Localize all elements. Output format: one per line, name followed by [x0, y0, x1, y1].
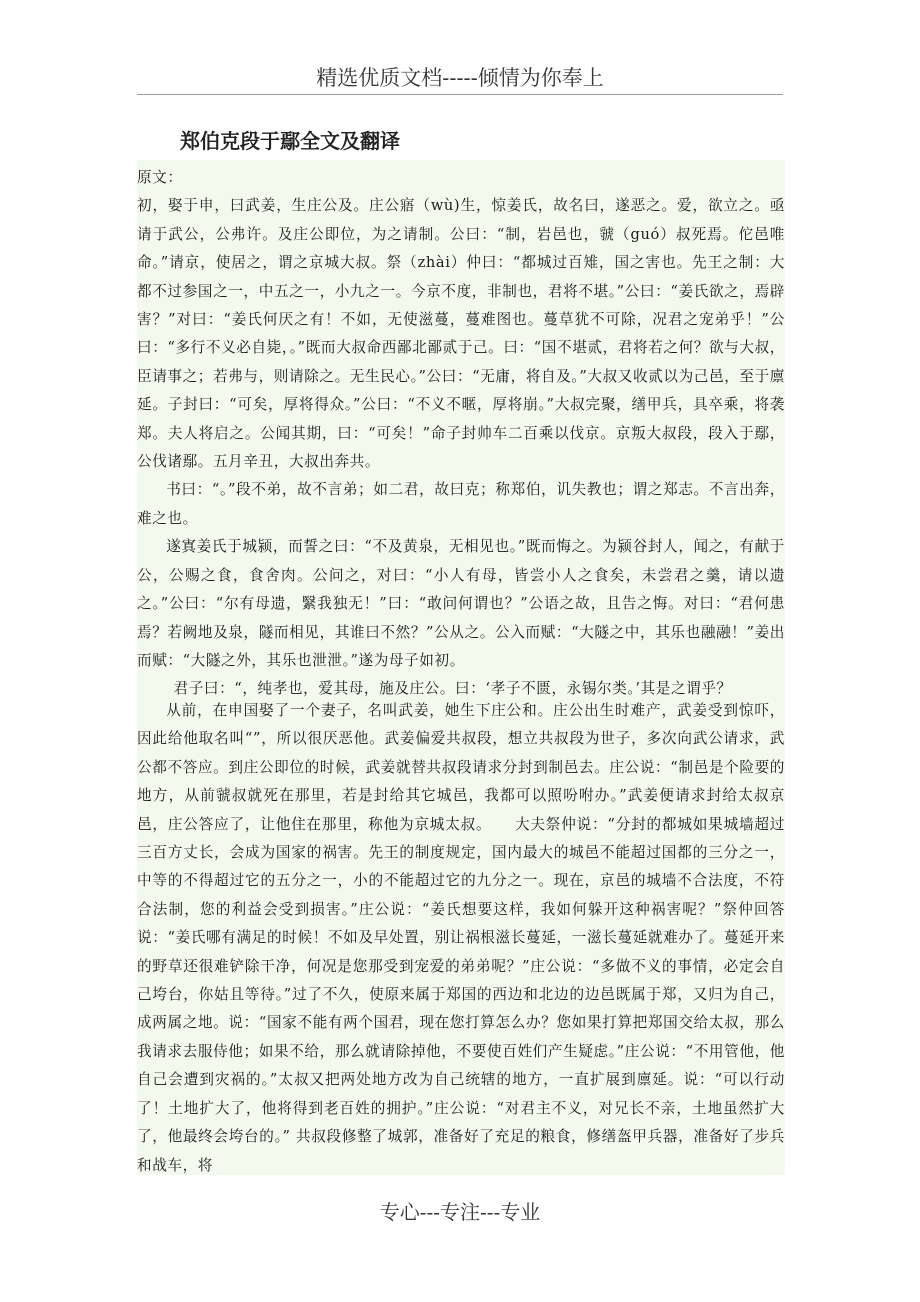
- page-footer: 专心---专注---专业: [379, 1200, 541, 1224]
- translation-section: [137, 697, 785, 1175]
- original-label: 原文：: [137, 169, 183, 186]
- page-header: 精选优质文档-----倾情为你奉上: [316, 66, 604, 90]
- original-text-section: [137, 164, 785, 704]
- original-paragraph-2: 书曰：“。”段不弟，故不言弟；如二君，故曰克；称郑伯，讥失教也；谓之郑志。不言出奔，难之也。: [137, 481, 785, 527]
- document-title: 郑伯克段于鄢全文及翻译: [180, 129, 400, 153]
- content-area: [137, 160, 785, 1175]
- original-paragraph-4: 君子曰：“，纯孝也，爱其母，施及庄公。曰：‘孝子不匮，永锡尔类。’其是之谓乎？: [173, 680, 732, 698]
- translation-paragraph-1: 从前，在申国娶了一个妻子，名叫武姜，她生下庄公和。庄公出生时难产，武姜受到惊吓，因此给他取名叫“”，所以很厌恶他。武姜偏爱共叔段，想立共叔段为世子，多次向武公请求，武公都不答应。到庄公即位的时候，武姜就替共叔段请求分封到制邑去。庄公说：“制邑是个险要的地方，从前虢叔就死在那里，若是封给其它城邑，我都可以照吩咐办。”武姜便请求封给太叔京邑，庄公答应了，让他住在那里，称他为京城太叔。 大夫祭仲说：“分封的都城如果城墙超过三百方丈长，会成为国家的祸害。先王的制度规定，国内最大的城邑不能超过国都的三分之一，中等的不得超过它的五分之一，小的不能超过它的九分之一。现在，京邑的城墙不合法度，不符合法制，您的利益会受到损害。”庄公说：“姜氏想要这样，我如何躲开这种祸害呢？”祭仲回答说：“姜氏哪有满足的时候！不如及早处置，别让祸根滋长蔓延，一滋长蔓延就难办了。蔓延开来的野草还很难铲除干净，何况是您那受到宠爱的弟弟呢？”庄公说：“多做不义的事情，必定会自己垮台，你姑且等待。”过了不久，使原来属于郑国的西边和北边的边邑既属于郑，又归为自己，成两属之地。说：“国家不能有两个国君，现在您打算怎么办？您如果打算把郑国交给太叔，那么我请求去服侍他；如果不给，那么就请除掉他，不要使百姓们产生疑虑。”庄公说：“不用管他，他自己会遭到灾祸的。”太叔又把两处地方改为自己统辖的地方，一直扩展到廪延。说：“可以行动了！土地扩大了，他将得到老百姓的拥护。”庄公说：“对君主不义，对兄长不亲，土地虽然扩大了，他最终会垮台的。” 共叔段修整了城郭，准备好了充足的粮食，修缮盔甲兵器，准备好了步兵和战车，将: [137, 702, 785, 1174]
- original-paragraph-1: 初，娶于申，曰武姜，生庄公及。庄公寤（wù)生，惊姜氏，故名曰，遂恶之。爱，欲立之。亟请于武公，公弗许。及庄公即位，为之请制。公曰：“制，岩邑也，虢（guó）叔死焉。佗邑唯命。”请京，使居之，谓之京城大叔。祭（zhài）仲曰：“都城过百雉，国之害也。先王之制：大都不过参国之一，中五之一，小九之一。今京不度，非制也，君将不堪。”公曰：“姜氏欲之，焉辟害？”对曰：“姜氏何厌之有！不如，无使滋蔓，蔓难图也。蔓草犹不可除，况君之宠弟乎！”公曰：“多行不义必自毙，。”既而大叔命西鄙北鄙贰于己。曰：“国不堪贰，君将若之何？欲与大叔，臣请事之；若弗与，则请除之。无生民心。”公曰：“无庸，将自及。”大叔又收贰以为己邑，至于廪延。子封曰：“可矣，厚将得众。”公曰：“不义不暱，厚将崩。”大叔完聚，缮甲兵，具卒乘，将袭郑。夫人将启之。公闻其期，曰：“可矣！”命子封帅车二百乘以伐京。京叛大叔段，段入于鄢，公伐诸鄢。五月辛丑，大叔出奔共。: [137, 197, 785, 471]
- header-divider: [137, 94, 783, 95]
- original-paragraph-3: 遂寘姜氏于城颍，而誓之曰：“不及黄泉，无相见也。”既而悔之。为颍谷封人，闻之，有献于公，公赐之食，食舍肉。公问之，对曰：“小人有母，皆尝小人之食矣，未尝君之羹，请以遗之。”公曰：“尔有母遗，繄我独无！”曰：“敢问何谓也？”公语之故，且告之悔。对曰：“君何患焉？若阙地及泉，隧而相见，其谁曰不然？”公从之。公入而赋：“大隧之中，其乐也融融！”姜出而赋：“大隧之外，其乐也泄泄。”遂为母子如初。: [137, 538, 785, 669]
